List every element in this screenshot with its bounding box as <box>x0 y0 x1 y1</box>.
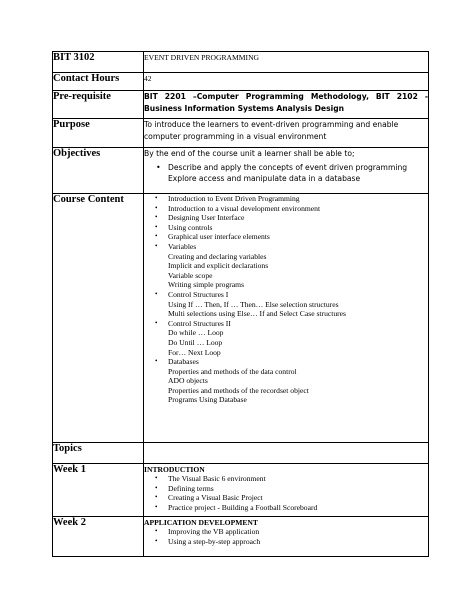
list-item: Writing simple programs <box>168 280 245 290</box>
topics-value <box>144 443 429 464</box>
objectives-label: Objectives <box>53 148 144 194</box>
row-course-content <box>53 194 429 443</box>
row-contact-hours <box>53 73 429 91</box>
course-code-label: BIT 3102 <box>53 52 144 73</box>
row-week-1 <box>53 464 429 517</box>
week-2-heading: APPLICATION DEVELOPMENT <box>144 518 258 527</box>
list-item: • Designing User Interface <box>144 213 428 223</box>
week-2-list <box>144 527 428 546</box>
week-1-list <box>144 474 428 512</box>
objectives-intro: By the end of the course unit a learner shall be able to; <box>144 149 355 158</box>
list-item: • Variables <box>144 242 428 252</box>
contact-hours-value: 42 <box>144 73 429 91</box>
week-1-heading: INTRODUCTION <box>144 465 205 474</box>
list-item: • Improving the VB application <box>144 527 428 537</box>
list-item: • Using controls <box>144 223 428 233</box>
list-item: Multi selections using Else… If and Select Case structures <box>168 309 346 319</box>
course-title: EVENT DRIVEN PROGRAMMING <box>144 52 429 73</box>
list-item: • Defining terms <box>144 484 428 494</box>
objectives-cell <box>144 148 429 194</box>
list-item: • Introduction to Event Driven Programming <box>144 194 428 204</box>
list-item: Programs Using Database <box>168 395 247 405</box>
course-content-list <box>144 194 428 405</box>
list-item: • The Visual Basic 6 environment <box>144 474 428 484</box>
course-content-cell <box>144 194 429 443</box>
week-2-cell <box>144 517 429 557</box>
list-item: Properties and methods of the recordset object <box>168 385 309 395</box>
purpose-label: Purpose <box>53 119 144 148</box>
week-1-label: Week 1 <box>53 464 144 517</box>
row-course-code <box>53 52 429 73</box>
list-item: ADO objects <box>168 376 208 386</box>
topics-label: Topics <box>53 443 144 464</box>
row-purpose <box>53 119 429 148</box>
row-prerequisite <box>53 91 429 119</box>
row-objectives <box>53 148 429 194</box>
list-item: Implicit and explicit declarations <box>168 261 269 271</box>
prerequisite-label: Pre-requisite <box>53 91 144 119</box>
course-outline-table <box>52 51 429 557</box>
list-item: • Using a step-by-step approach <box>144 537 428 547</box>
list-item: Creating and declaring variables <box>168 251 267 261</box>
week-2-label: Week 2 <box>53 517 144 557</box>
row-week-2 <box>53 517 429 557</box>
row-topics <box>53 443 429 464</box>
purpose-value: To introduce the learners to event-driven programming and enable computer programming in a visual environment <box>144 119 429 148</box>
list-item: • Creating a Visual Basic Project <box>144 493 428 503</box>
prerequisite-value: BIT 2201 –Computer Programming Methodology, BIT 2102 - Business Information Systems Analysis Design <box>144 91 429 119</box>
list-item: Do while … Loop <box>168 328 224 338</box>
list-item: Properties and methods of the data control <box>168 366 297 376</box>
list-item: Variable scope <box>168 270 213 280</box>
list-item: • Control Structures I <box>144 290 428 300</box>
week-1-cell <box>144 464 429 517</box>
list-item: • Control Structures II <box>144 319 428 329</box>
contact-hours-label: Contact Hours <box>53 73 144 91</box>
list-item: Do Until … Loop <box>168 337 223 347</box>
list-item: Using If … Then, If … Then… Else selection structures <box>168 299 339 309</box>
list-item: • Databases <box>144 357 428 367</box>
objectives-bullet: • Describe and apply the concepts of event driven programming Explore access and manipulate data in a database <box>144 162 428 185</box>
list-item: • Graphical user interface elements <box>144 232 428 242</box>
list-item: For… Next Loop <box>168 347 221 357</box>
course-content-label: Course Content <box>53 194 144 443</box>
list-item: • Introduction to a visual development environment <box>144 204 428 214</box>
list-item: • Practice project - Building a Football Scoreboard <box>144 503 428 513</box>
